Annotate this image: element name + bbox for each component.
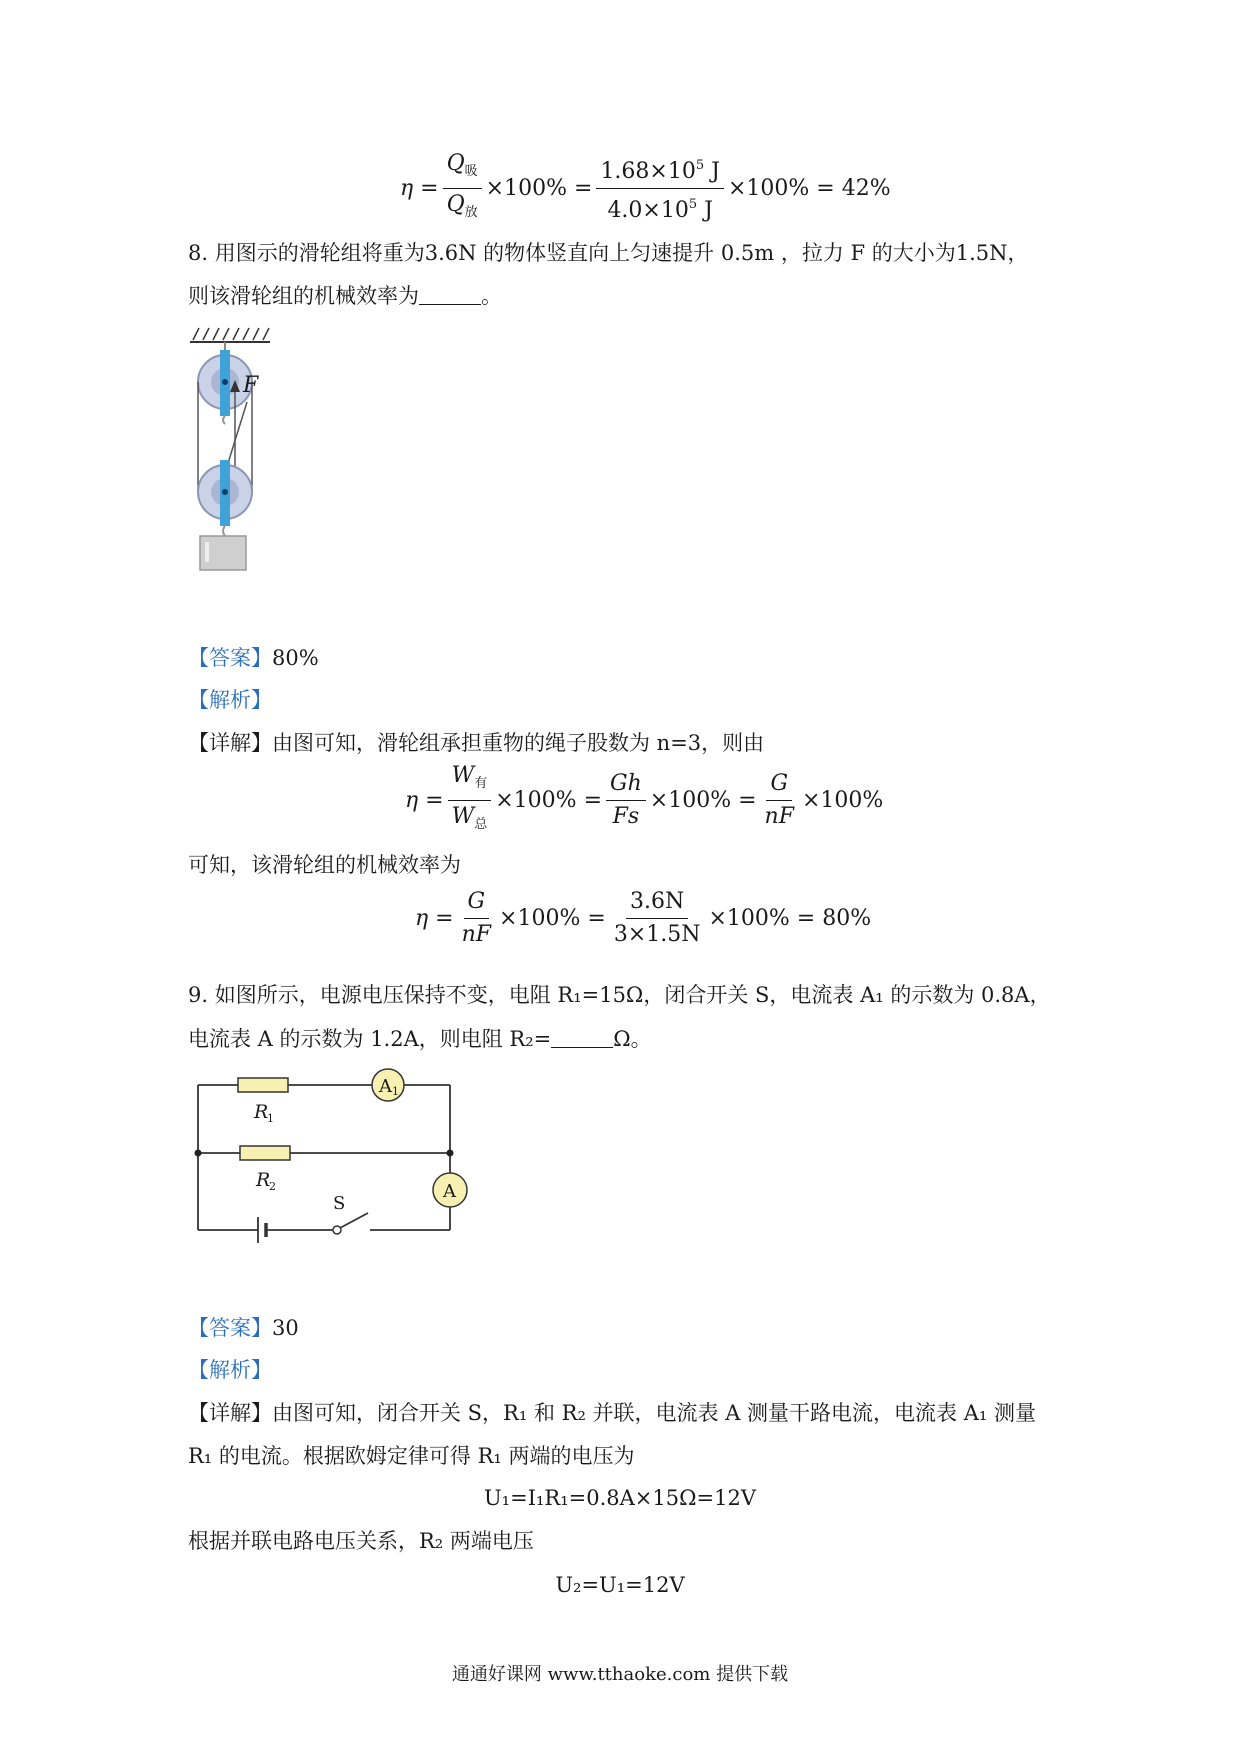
ammeter-a1-label: A (379, 1076, 392, 1097)
r1-sub: 1 (267, 1112, 274, 1125)
fraction-values: $\frac{1.68\times 10^5 J}{4.0\times 10^5 J}$ (596, 152, 724, 225)
answer-blank (419, 284, 481, 305)
q9-mid-text: 根据并联电路电压关系，R₂ 两端电压 (188, 1529, 534, 1553)
q9-equation-u1: U₁=I₁R₁=0.8A×15Ω=12V (483, 1486, 757, 1510)
pulley-figure (185, 320, 295, 595)
q8-mid-text: 可知，该滑轮组的机械效率为 (188, 853, 461, 877)
q9-line1: 9. 如图所示，电源电压保持不变，电阻 R₁=15Ω，闭合开关 S，电流表 A₁ 的示数为 0.8A， (188, 983, 1051, 1007)
eq-result: ×100% = 42% (727, 176, 891, 201)
eq-lhs: η = (400, 176, 439, 201)
circuit-diagram (190, 1065, 480, 1255)
q8-analysis-tag: 【解析】 (188, 688, 272, 712)
force-label-f: F (243, 373, 259, 398)
page-footer: 通通好课网 www.tthaoke.com 提供下载 (451, 1664, 789, 1685)
fraction-q: $\frac{Q_吸}{Q_放}$ (443, 150, 482, 227)
answer-blank (551, 1027, 613, 1048)
q9-analysis-tag: 【解析】 (188, 1358, 272, 1382)
q9-line2: 电流表 A 的示数为 1.2A，则电阻 R₂= Ω。 (188, 1027, 652, 1051)
ammeter-a-label: A (443, 1181, 456, 1202)
q8-line2: 则该滑轮组的机械效率为 。 (188, 284, 502, 308)
q9-detail-line1: 【详解】由图可知，闭合开关 S，R₁ 和 R₂ 并联，电流表 A 测量干路电流，电流表 A₁ 测量 (188, 1401, 1036, 1425)
q8-answer: 【答案】80% (188, 646, 319, 670)
q8-line1: 8. 用图示的滑轮组将重为3.6N 的物体竖直向上匀速提升 0.5m ，拉力 F 的大小为1.5N， (188, 241, 1029, 265)
r2-label: R (256, 1169, 271, 1191)
q9-equation-u2: U₂=U₁=12V (555, 1573, 685, 1597)
r2-sub: 2 (269, 1180, 276, 1193)
switch-label: S (333, 1193, 346, 1214)
q8-detail: 【详解】由图可知，滑轮组承担重物的绳子股数为 n=3，则由 (188, 731, 765, 755)
ammeter-a1-sub: 1 (392, 1085, 399, 1098)
r1-label: R (254, 1101, 269, 1123)
q9-detail-line2: R₁ 的电流。根据欧姆定律可得 R₁ 两端的电压为 (188, 1444, 635, 1468)
q8-equation-1: η = $\frac{W_有}{W_总}$ ×100% = $\frac{Gh}{Fs}$ ×100% = $\frac{G}{nF}$ ×100% (405, 763, 884, 832)
q8-equation-2: η = $\frac{G}{nF}$ ×100% = $\frac{3.6N}{3\times 1.5N}$ ×100% = 80% (415, 889, 872, 947)
equation-efficiency-heat (400, 150, 891, 227)
eq-times: ×100% = (485, 176, 593, 201)
q9-answer: 【答案】30 (188, 1316, 299, 1340)
